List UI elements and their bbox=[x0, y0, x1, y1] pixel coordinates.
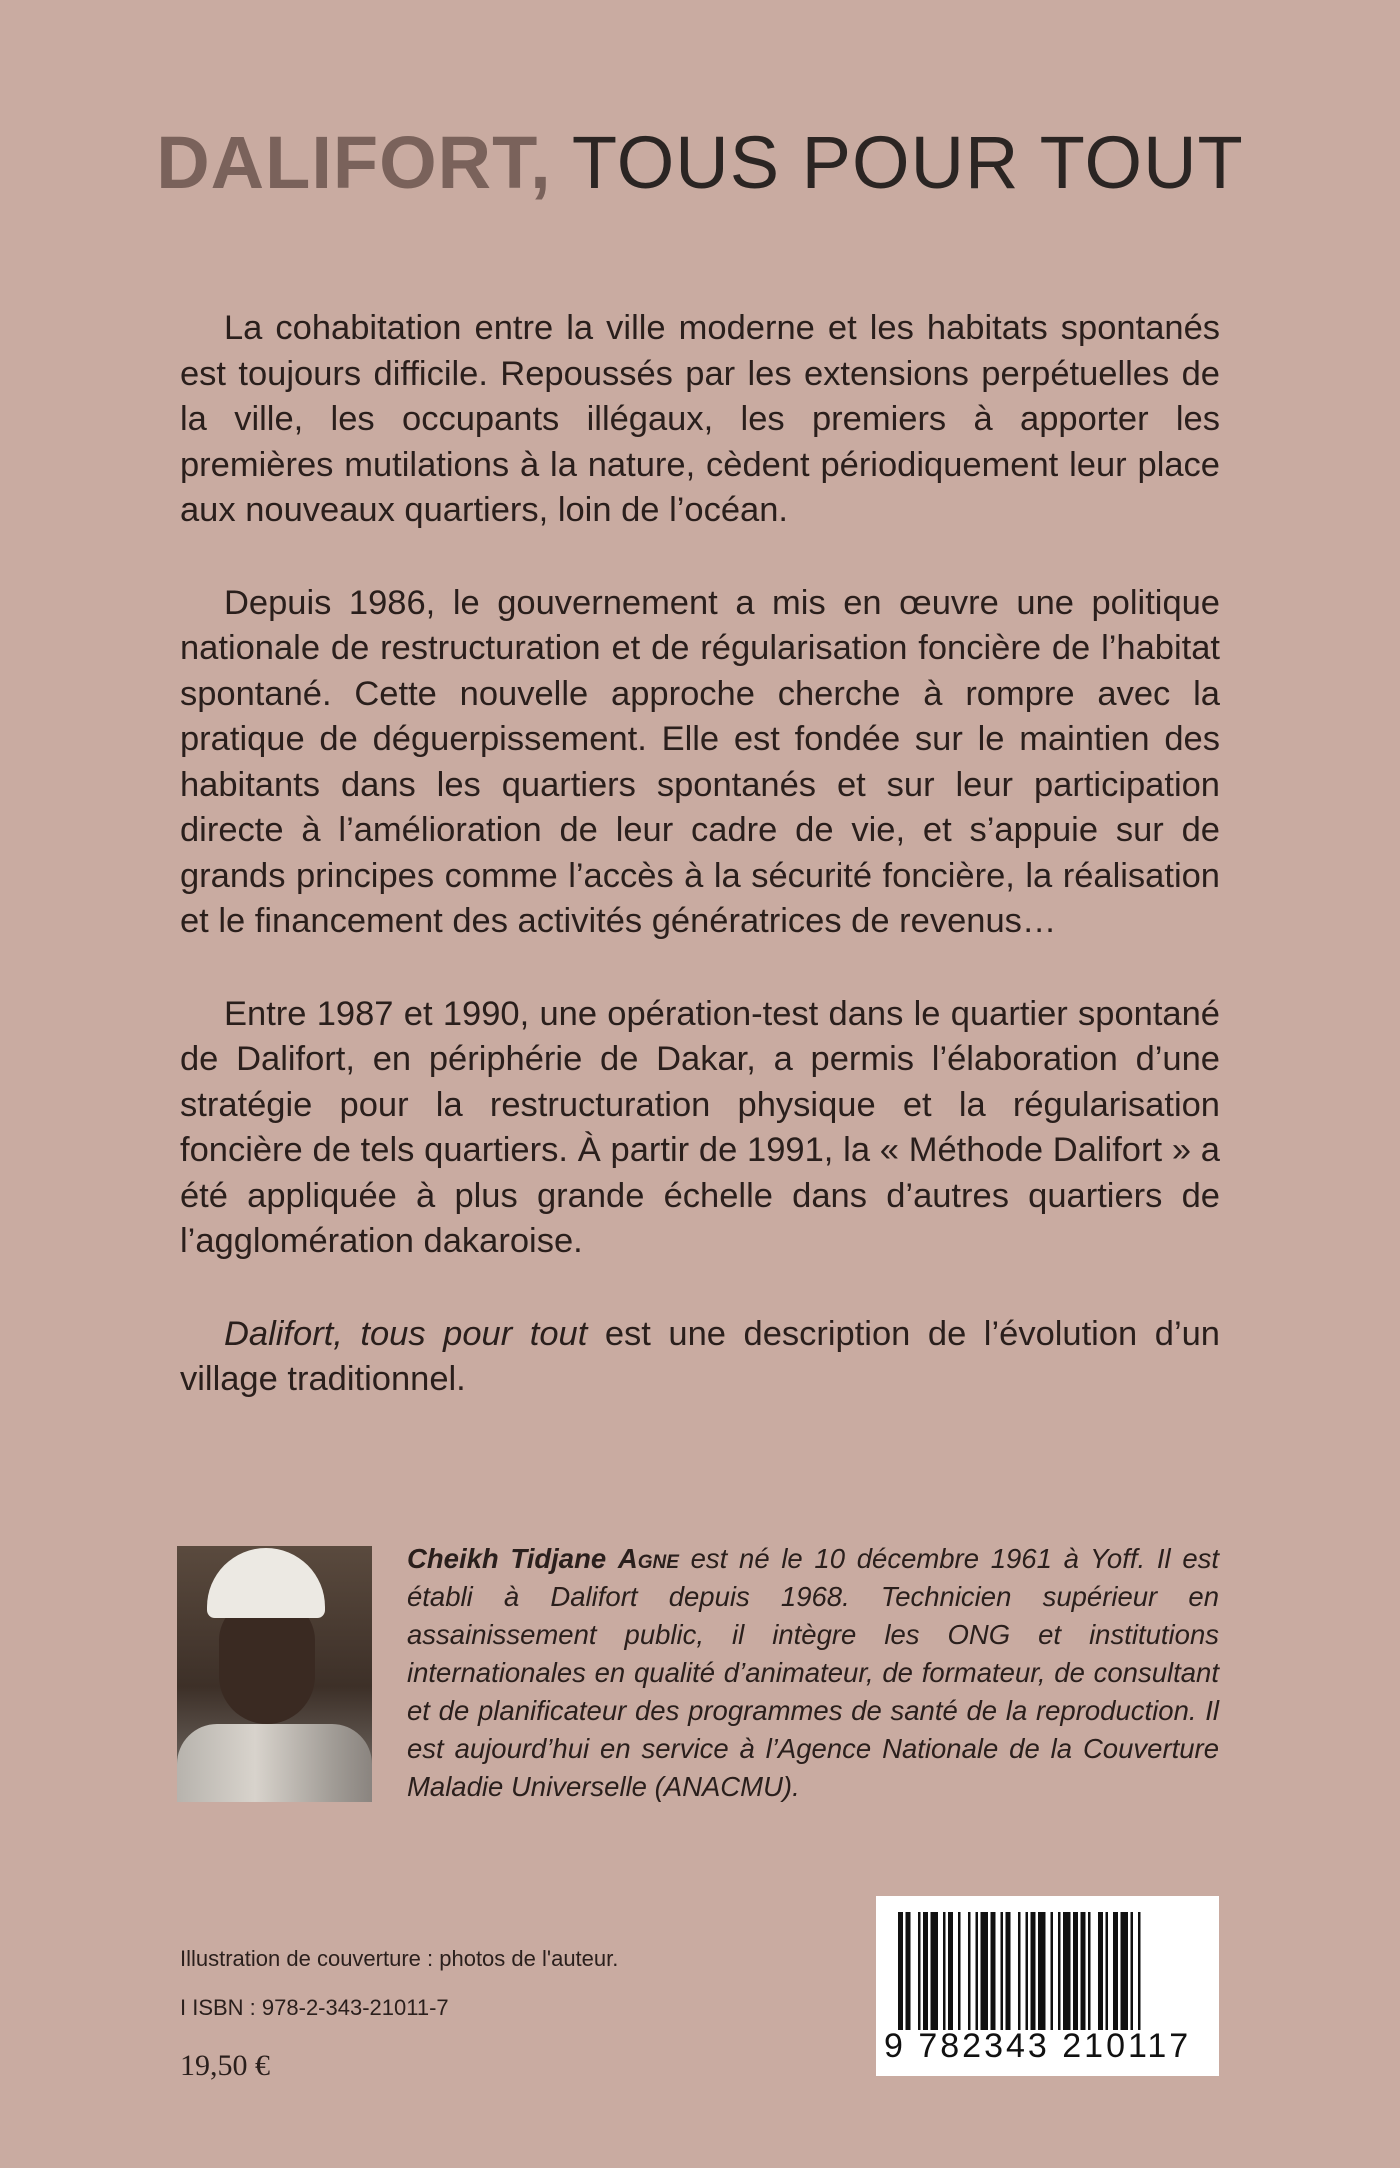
author-bio-text: est né le 10 décembre 1961 à Yoff. Il est établi à Dalifort depuis 1968. Technicien supérieur en assainissement public, il intègre les ONG et institutions internationales en qualité d’animateur, de formateur, de consultant et de planificateur des programmes de santé de la reproduction. Il est aujourd’hui en service à l’Agence Nationale de la Couverture Maladie Universelle (ANACMU). bbox=[407, 1543, 1220, 1802]
price: 19,50 € bbox=[180, 2049, 270, 2082]
author-photo-cap bbox=[207, 1548, 325, 1618]
paragraph-4-rest: est une description de l’évolution d’un village traditionnel. bbox=[180, 1314, 1220, 1398]
author-photo-shawl bbox=[177, 1724, 372, 1802]
back-cover-blurb bbox=[180, 306, 1220, 1403]
barcode-bar bbox=[968, 1912, 971, 2030]
barcode-bar bbox=[1131, 1912, 1134, 2030]
barcode-bar bbox=[906, 1912, 911, 2030]
isbn: I ISBN : 978-2-343-21011-7 bbox=[180, 1995, 449, 2020]
barcode-bar bbox=[1088, 1912, 1091, 2030]
paragraph-2: Depuis 1986, le gouvernement a mis en œuvre une politique nationale de restructuration et de régularisation foncière de l’habitat spontané. Cette nouvelle approche cherche à rompre avec la pratique de déguerpissement. Elle est fondée sur le maintien des habitants dans les quartiers spontanés et sur leur participation directe à l’amélioration de leur cadre de vie, et s’appuie sur de grands principes comme l’accès à la sécurité foncière, la réalisation et le financement des activités génératrices de revenus… bbox=[180, 583, 1220, 940]
barcode-bar bbox=[958, 1912, 961, 2030]
barcode-bar bbox=[1098, 1912, 1103, 2030]
illustration-credit: Illustration de couverture : photos de l'auteur. bbox=[180, 1946, 619, 1971]
barcode-bar bbox=[948, 1912, 953, 2030]
barcode-bar bbox=[991, 1912, 996, 2030]
barcode-bar bbox=[1121, 1912, 1129, 2030]
barcode-bar bbox=[1001, 1912, 1004, 2030]
title-light-part: TOUS POUR TOUT bbox=[571, 121, 1244, 204]
barcode-bar bbox=[976, 1912, 979, 2030]
barcode bbox=[876, 1896, 1219, 2076]
barcode-bar bbox=[923, 1912, 928, 2030]
barcode-bar bbox=[931, 1912, 939, 2030]
book-title-italic: Dalifort, tous pour tout bbox=[224, 1314, 588, 1353]
barcode-bar bbox=[898, 1912, 903, 2030]
author-surname: Agne bbox=[617, 1543, 679, 1574]
barcode-bar bbox=[1051, 1912, 1054, 2030]
barcode-bar bbox=[1018, 1912, 1021, 2030]
barcode-bar bbox=[943, 1912, 946, 2030]
barcode-bar bbox=[1058, 1912, 1061, 2030]
barcode-bar bbox=[1063, 1912, 1071, 2030]
barcode-bar bbox=[1081, 1912, 1086, 2030]
author-first-name: Cheikh Tidjane bbox=[407, 1543, 618, 1574]
barcode-bar bbox=[1026, 1912, 1029, 2030]
title-bold-part: DALIFORT, bbox=[156, 121, 552, 204]
author-bio bbox=[407, 1540, 1219, 1806]
barcode-bar bbox=[1106, 1912, 1109, 2030]
book-title bbox=[0, 118, 1400, 208]
barcode-bar bbox=[1006, 1912, 1011, 2030]
barcode-bar bbox=[1031, 1912, 1036, 2030]
paragraph-4 bbox=[180, 1312, 1220, 1403]
paragraph-3: Entre 1987 et 1990, une opération-test dans le quartier spontané de Dalifort, en périphérie de Dakar, a permis l’élaboration d’une stratégie pour la restructuration physique et la régularisation foncière de tels quartiers. À partir de 1991, la « Méthode Dalifort » a été appliquée à plus grande échelle dans d’autres quartiers de l’agglomération dakaroise. bbox=[180, 994, 1220, 1260]
barcode-bar bbox=[1138, 1912, 1141, 2030]
barcode-bar bbox=[1073, 1912, 1078, 2030]
barcode-bar bbox=[981, 1912, 989, 2030]
author-photo bbox=[177, 1546, 372, 1802]
paragraph-1: La cohabitation entre la ville moderne et les habitats spontanés est toujours difficile. Repoussés par les extensions perpétuelles de la ville, les occupants illégaux, les premiers à apporter les premières mutilations à la nature, cèdent périodiquement leur place aux nouveaux quartiers, loin de l’océan. bbox=[180, 309, 1220, 529]
barcode-bar bbox=[1038, 1912, 1046, 2030]
barcode-bar bbox=[1113, 1912, 1118, 2030]
barcode-digits: 9 782343 210117 bbox=[884, 2027, 1192, 2065]
barcode-bar bbox=[918, 1912, 921, 2030]
barcode-bars bbox=[898, 1912, 1198, 2030]
